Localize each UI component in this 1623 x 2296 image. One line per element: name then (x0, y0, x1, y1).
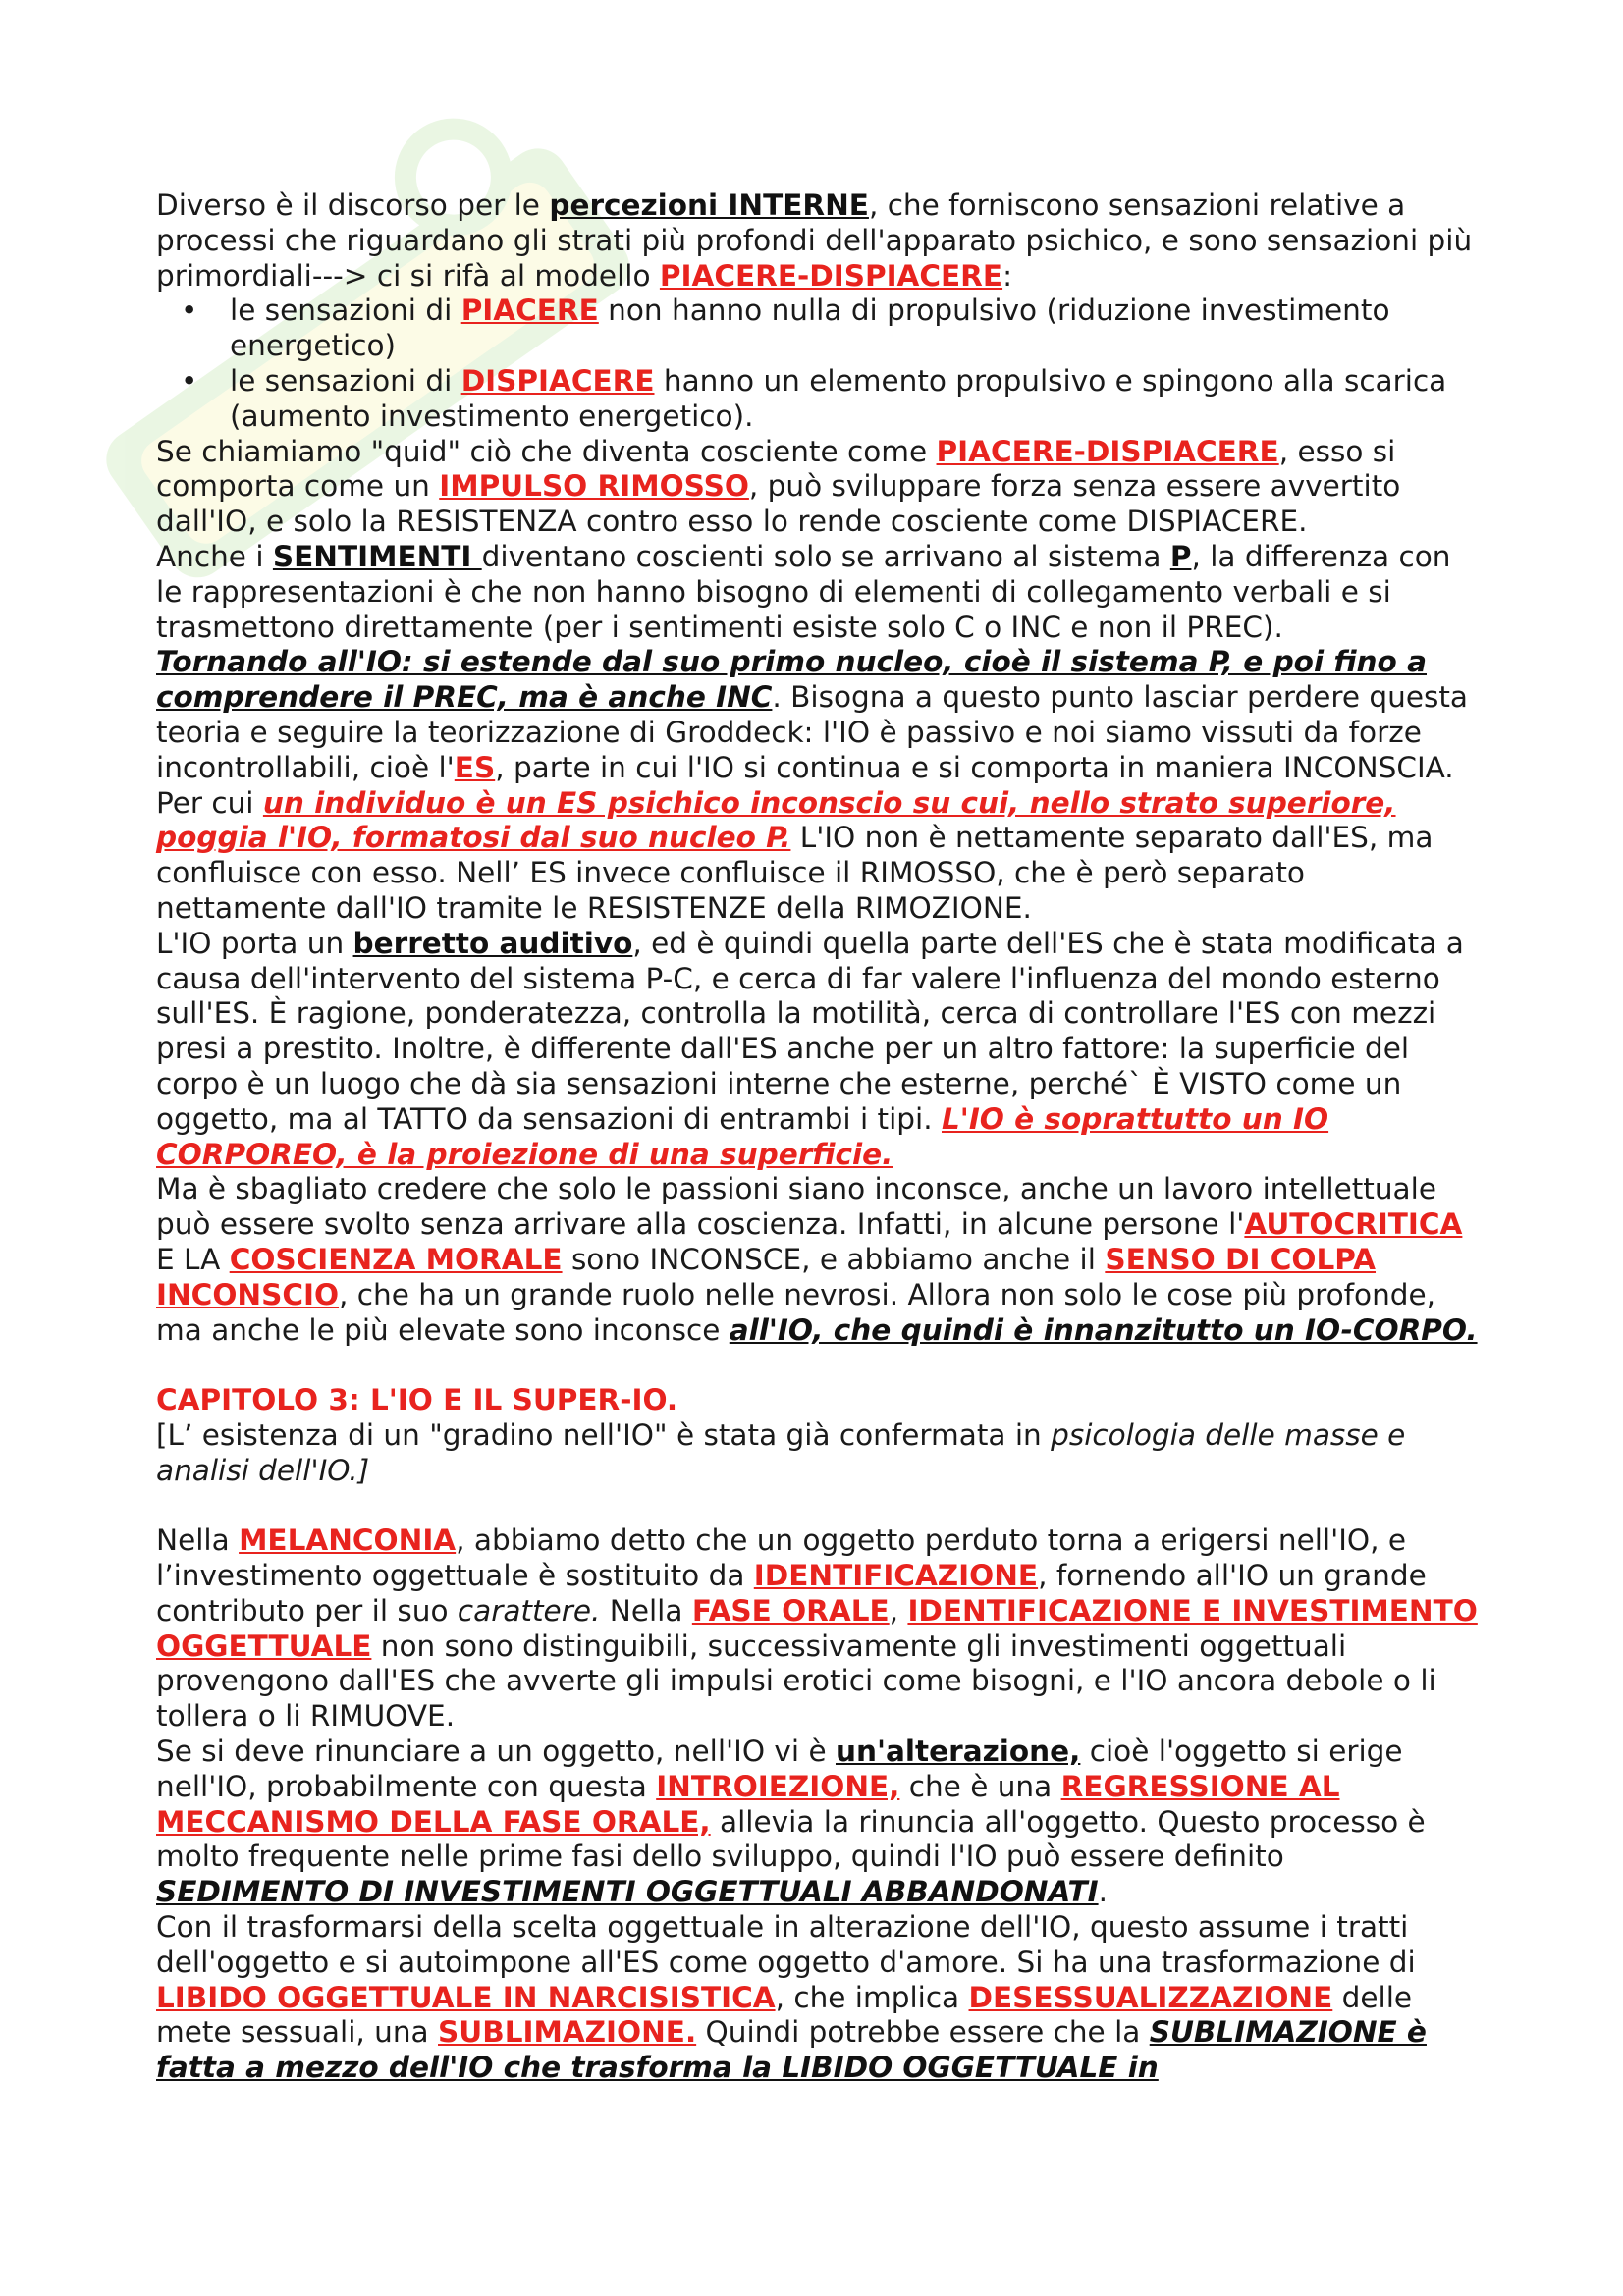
paragraph-autocritica (156, 1172, 1482, 1348)
red-keyword: REGRESSIONE AL MECCANISMO DELLA FASE ORALE, (156, 1769, 1340, 1839)
text: . Bisogna a questo punto lasciar perdere questa teoria e seguire la teorizzazione di Groddeck: l'IO è passivo e noi siamo vissuti da forze incontrollabili, cioè l' (156, 680, 1468, 784)
text: , che ha un grande ruolo nelle nevrosi. Allora non solo le cose più profonde, ma anche le più elevate sono inconsce (156, 1277, 1436, 1347)
text: [L’ esistenza di un "gradino nell'IO" è stata già confermata in (156, 1417, 1052, 1452)
text: Anche i (156, 539, 273, 573)
red-keyword: PIACERE-DISPIACERE (659, 258, 1003, 293)
emphasis-text: SEDIMENTO DI INVESTIMENTI OGGETTUALI ABBANDONATI (156, 1875, 1099, 1909)
red-keyword: DESESSUALIZZAZIONE (968, 1980, 1333, 2014)
text: sono INCONSCE, e abbiamo anche il (562, 1242, 1106, 1276)
red-emphasis: un individuo è un ES psichico inconscio su cui, nello strato superiore, poggia l'IO, formatosi dal suo nucleo P. (156, 785, 1396, 855)
text: L'IO porta un (156, 926, 353, 960)
paragraph-quid (156, 435, 1482, 540)
red-keyword: DISPIACERE (460, 363, 655, 398)
text: Quindi potrebbe essere che la (696, 2015, 1150, 2050)
text: Con il trasformarsi della scelta oggettuale in alterazione dell'IO, questo assume i tratti dell'oggetto e si autoimpone all'ES come oggetto d'amore. Si ha una trasformazione di (156, 1910, 1416, 1979)
paragraph-melanconia (156, 1523, 1482, 1735)
red-keyword: ES (454, 750, 496, 784)
text: , la differenza con le rappresentazioni è che non hanno bisogno di elementi di collegamento verbali e si trasmettono direttamente (per i sentimenti esiste solo C o INC e non il PREC). (156, 539, 1451, 644)
emphasis-text: un'alterazione, (835, 1735, 1081, 1769)
text: le sensazioni di (230, 363, 461, 398)
red-keyword: PIACERE (460, 294, 599, 328)
red-keyword: COSCIENZA MORALE (229, 1242, 563, 1276)
blank-line (156, 1488, 1482, 1523)
text: , che forniscono sensazioni relative a processi che riguardano gli strati più profondi dell'apparato psichico, e sono sensazioni più primordiali---> ci si rifà al modello (156, 188, 1473, 293)
text: Se si deve rinunciare a un oggetto, nell'IO vi è (156, 1735, 836, 1769)
red-keyword: SENSO DI COLPA INCONSCIO (156, 1242, 1377, 1311)
text: E LA (156, 1242, 230, 1276)
emphasis-text: SENTIMENTI (272, 539, 482, 573)
bullet-item-dispiacere (156, 364, 1482, 435)
text: Nella (156, 1523, 240, 1558)
text: Ma è sbagliato credere che solo le passioni siano inconsce, anche un lavoro intellettuale può essere svolto senza arrivare alla coscienza. Infatti, in alcune persone l' (156, 1172, 1436, 1242)
red-keyword: PIACERE-DISPIACERE (936, 434, 1279, 468)
bullet-item-piacere (156, 294, 1482, 364)
red-keyword: SUBLIMAZIONE. (438, 2015, 697, 2050)
red-keyword: IDENTIFICAZIONE E INVESTIMENTO OGGETTUALE (156, 1593, 1478, 1663)
text: Nella (600, 1593, 692, 1628)
text: hanno un elemento propulsivo e spingono alla scarica (aumento investimento energetico). (230, 363, 1447, 433)
red-keyword: IMPULSO RIMOSSO (439, 469, 749, 504)
paragraph-alterazione (156, 1735, 1482, 1910)
bullet-icon: • (181, 294, 198, 328)
paragraph-gradino (156, 1418, 1482, 1489)
red-keyword: LIBIDO OGGETTUALE IN NARCISISTICA (156, 1980, 776, 2014)
text: diventano coscienti solo se arrivano al sistema (481, 539, 1170, 573)
document-page (156, 188, 1482, 2086)
text: allevia la rinuncia all'oggetto. Questo processo è molto frequente nelle prime fasi dello sviluppo, quindi l'IO può essere definito (156, 1804, 1426, 1874)
red-keyword: IDENTIFICAZIONE (753, 1559, 1039, 1593)
text: cioè l'oggetto si erige nell'IO, probabilmente con questa (156, 1735, 1403, 1803)
emphasis-text: all'IO, che quindi è innanzitutto un IO-CORPO. (729, 1312, 1478, 1347)
text: L'IO non è nettamente separato dall'ES, ma confluisce con esso. Nell’ ES invece confluisce il RIMOSSO, che è però separato nettamente dall'IO tramite le RESISTENZE della RIMOZIONE. (156, 821, 1434, 925)
paragraph-percezioni-interne (156, 188, 1482, 294)
text: le sensazioni di (230, 294, 461, 328)
emphasis-text: P (1169, 539, 1192, 573)
text: delle mete sessuali, una (156, 1980, 1413, 2050)
red-keyword: MELANCONIA (239, 1523, 457, 1558)
text: Se chiamiamo "quid" ciò che diventa cosciente come (156, 434, 937, 468)
paragraph-berretto-auditivo (156, 927, 1482, 1173)
paragraph-tornando-io (156, 645, 1482, 926)
text: non hanno nulla di propulsivo (riduzione investimento energetico) (230, 294, 1390, 363)
red-keyword: FASE ORALE (691, 1593, 890, 1628)
text: Diverso è il discorso per le (156, 188, 550, 222)
red-keyword: AUTOCRITICA (1244, 1207, 1463, 1242)
text: , può sviluppare forza senza essere avvertito dall'IO, e solo la RESISTENZA contro esso lo rende cosciente come DISPIACERE. (156, 469, 1401, 539)
text: , parte in cui l'IO si continua e si comporta in maniera INCONSCIA. Per cui (156, 750, 1454, 820)
chapter-heading: CAPITOLO 3: L'IO E IL SUPER-IO. (156, 1383, 678, 1417)
red-emphasis: L'IO è soprattutto un IO CORPOREO, è la proiezione di una superficie. (156, 1101, 1329, 1171)
text: : (1002, 258, 1013, 293)
bullet-icon: • (181, 363, 198, 398)
text: che è una (899, 1769, 1061, 1803)
paragraph-sentimenti (156, 540, 1482, 645)
text: , che implica (775, 1980, 969, 2014)
text: , ed è quindi quella parte dell'ES che è stata modificata a causa dell'intervento del sistema P-C, e cerca di far valere l'influenza del mondo esterno sull'ES. È ragione, ponderatezza, controlla la motilità, cerca di controllare l'ES con mezzi presi a prestito. Inoltre, è differente dall'ES anche per un altro fattore: la superficie del corpo è un luogo che dà sia sensazioni interne che esterne, perché` È VISTO come un oggetto, ma al TATTO da sensazioni di entrambi i tipi. (156, 926, 1464, 1136)
blank-line (156, 1348, 1482, 1383)
text: , esso si comporta come un (156, 434, 1396, 504)
emphasis-text: percezioni INTERNE (549, 188, 869, 222)
italic-text: psicologia delle masse e analisi dell'IO.] (156, 1417, 1406, 1487)
text: , abbiamo detto che un oggetto perduto torna a erigersi nell'IO, e l’investimento oggettuale è sostituito da (156, 1523, 1407, 1593)
text: , fornendo all'IO un grande contributo per il suo (156, 1559, 1427, 1628)
text: , (889, 1593, 908, 1628)
emphasis-text: SUBLIMAZIONE è fatta a mezzo dell'IO che trasforma la LIBIDO OGGETTUALE in (156, 2015, 1427, 2085)
emphasis-text: Tornando all'IO: si estende dal suo primo nucleo, cioè il sistema P, e poi fino a comprendere il PREC, ma è anche INC (156, 645, 1427, 715)
red-keyword: INTROIEZIONE, (656, 1769, 900, 1803)
text: . (1098, 1875, 1108, 1909)
italic-text: carattere. (457, 1593, 601, 1628)
emphasis-text: berretto auditivo (352, 926, 633, 960)
text: non sono distinguibili, successivamente gli investimenti oggettuali provengono dall'ES che avverte gli impulsi erotici come bisogni, e l'IO ancora debole o li tollera o li RIMUOVE. (156, 1629, 1436, 1734)
paragraph-sublimazione (156, 1910, 1482, 2086)
